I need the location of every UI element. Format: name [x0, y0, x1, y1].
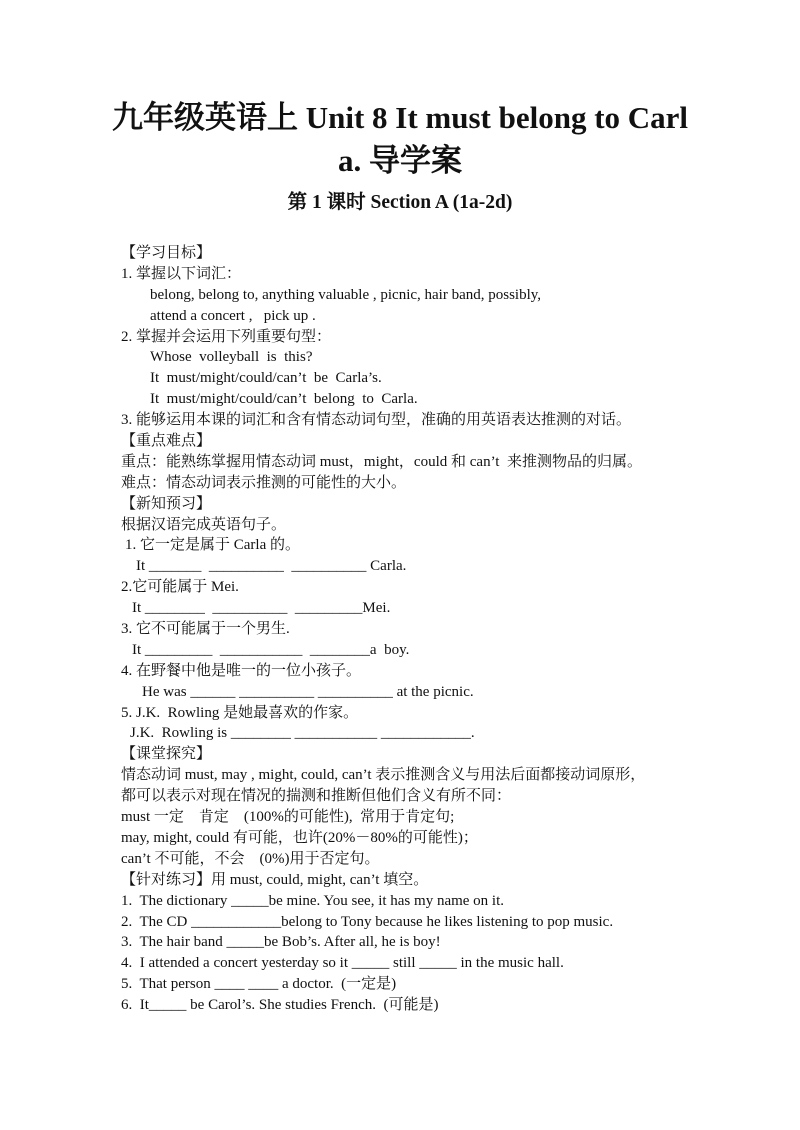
preview-item-prompt: 3. 它不可能属于一个男生. — [121, 621, 290, 638]
practice-item: 1. The dictionary _____be mine. You see, it has my name on it. — [121, 892, 505, 909]
practice-item: 6. It_____ be Carol’s. She studies French. (可能是) — [121, 997, 439, 1014]
explanation-line: may, might, could 有可能，也许(20%－80%的可能性)； — [121, 829, 478, 846]
difficult-point: 难点：情态动词表示推测的可能性的大小。 — [121, 474, 407, 491]
explanation-line: can’t 不可能，不会 (0%)用于否定句。 — [121, 850, 380, 867]
vocabulary-line: belong, belong to, anything valuable , picnic, hair band, possibly, — [150, 286, 542, 303]
section-heading-practice: 【针对练习】用 must, could, might, can’t 填空。 — [121, 871, 429, 888]
section-heading-preview: 【新知预习】 — [121, 495, 212, 512]
sentence-pattern: It must/might/could/can’t belong to Carla. — [150, 391, 418, 408]
preview-item-blank: J.K. Rowling is ________ ___________ ____________. — [130, 725, 475, 742]
preview-item-blank: It _________ ___________ ________a boy. — [132, 641, 410, 658]
sentence-pattern: It must/might/could/can’t be Carla’s. — [150, 370, 382, 387]
preview-item-prompt: 5. J.K. Rowling 是她最喜欢的作家。 — [121, 704, 359, 721]
objective-1: 1. 掌握以下词汇： — [121, 265, 242, 282]
practice-item: 4. I attended a concert yesterday so it _____ still _____ in the music hall. — [121, 955, 564, 972]
explanation-line: 情态动词 must, may , might, could, can’t 表示推测含义与用法后面都接动词原形， — [121, 767, 646, 784]
preview-item-blank: It ________ __________ _________Mei. — [132, 600, 391, 617]
page-title-line-1: 九年级英语上 Unit 8 It must belong to Carl — [111, 100, 689, 135]
explanation-line: 都可以表示对现在情况的揣测和推断但他们含义有所不同： — [121, 788, 512, 805]
practice-item: 3. The hair band _____be Bob’s. After all, he is boy! — [121, 934, 441, 951]
sentence-pattern: Whose volleyball is this? — [150, 349, 313, 366]
objective-3: 3. 能够运用本课的词汇和含有情态动词句型，准确的用英语表达推测的对话。 — [121, 412, 632, 429]
page-title-line-2: a. 导学案 — [338, 143, 462, 178]
key-point: 重点：能熟练掌握用情态动词 must，might，could 和 can’t 来推测物品的归属。 — [121, 453, 642, 470]
worksheet-body — [121, 243, 781, 1016]
preview-item-prompt: 4. 在野餐中他是唯一的一位小孩子。 — [121, 662, 362, 679]
lesson-subtitle: 第 1 课时 Section A (1a-2d) — [287, 192, 513, 213]
practice-item: 5. That person ____ ____ a doctor. (一定是) — [121, 976, 397, 993]
preview-item-blank: It _______ __________ __________ Carla. — [136, 558, 407, 575]
practice-item: 2. The CD ____________belong to Tony because he likes listening to pop music. — [121, 913, 614, 930]
section-heading-key-points: 【重点难点】 — [121, 433, 212, 450]
explanation-line: must 一定 肯定 (100%的可能性), 常用于肯定句; — [121, 809, 455, 826]
vocabulary-line: attend a concert , pick up . — [150, 307, 316, 324]
preview-item-prompt: 1. 它一定是属于 Carla 的。 — [125, 537, 300, 554]
preview-instruction: 根据汉语完成英语句子。 — [121, 516, 287, 533]
preview-item-prompt: 2.它可能属于 Mei. — [121, 579, 239, 596]
preview-item-blank: He was ______ __________ __________ at the picnic. — [142, 683, 474, 700]
section-heading-exploration: 【课堂探究】 — [121, 746, 212, 763]
section-heading-objectives: 【学习目标】 — [121, 245, 212, 261]
objective-2: 2. 掌握并会运用下列重要句型： — [121, 328, 332, 345]
